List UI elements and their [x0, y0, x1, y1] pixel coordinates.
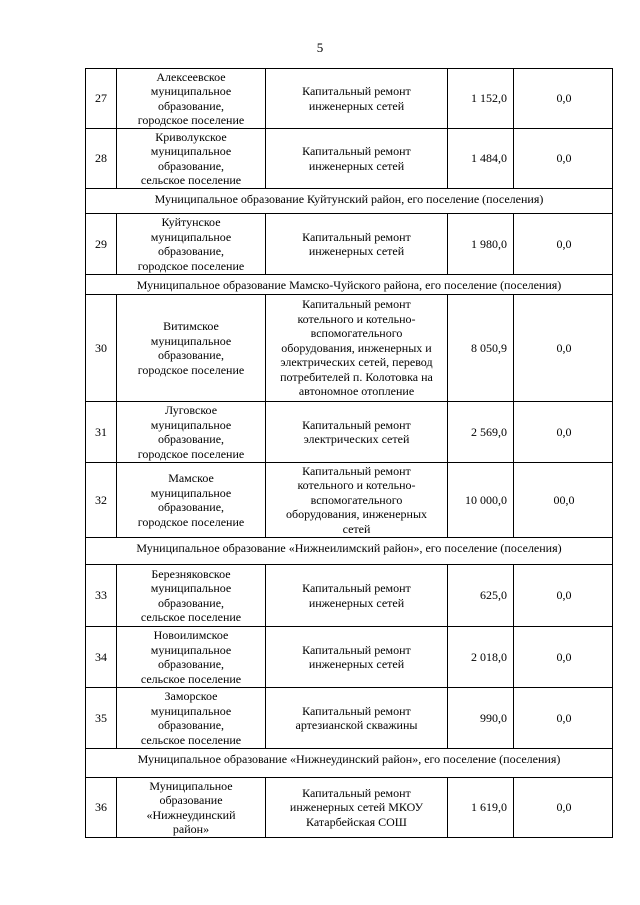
work-description: Капитальный ремонт инженерных сетей МКОУ Катарбейская СОШ — [265, 778, 447, 837]
work-description: Капитальный ремонт котельного и котельно- вспомогательного оборудования, инженерных сетей — [265, 463, 447, 537]
row-number: 29 — [95, 236, 107, 251]
extra-amount: 0,0 — [513, 214, 614, 274]
row-number: 34 — [95, 649, 107, 664]
work-description: Капитальный ремонт электрических сетей — [265, 402, 447, 462]
row-number: 28 — [95, 151, 107, 166]
section-header: Муниципальное образование «Нижнеилимский район», его поселение (поселения) — [85, 537, 613, 565]
municipality-name: Алексеевское муниципальное образование, городское поселение — [116, 69, 265, 128]
extra-amount: 0,0 — [513, 129, 614, 188]
municipality-name: Мамское муниципальное образование, городское поселение — [116, 463, 265, 537]
table-row — [85, 294, 613, 402]
amount: 1 980,0 — [447, 214, 513, 274]
municipality-name: Заморское муниципальное образование, сельское поселение — [116, 688, 265, 748]
page-number: 5 — [316, 40, 324, 55]
row-number: 27 — [95, 91, 107, 106]
table-row — [85, 687, 613, 749]
amount: 625,0 — [447, 565, 513, 626]
amount: 1 152,0 — [447, 69, 513, 128]
table-row — [85, 213, 613, 275]
amount: 1 484,0 — [447, 129, 513, 188]
municipality-name: Витимское муниципальное образование, городское поселение — [116, 295, 265, 401]
extra-amount: 0,0 — [513, 565, 614, 626]
municipality-name: Новоилимское муниципальное образование, сельское поселение — [116, 627, 265, 687]
amount: 2 018,0 — [447, 627, 513, 687]
extra-amount: 0,0 — [513, 627, 614, 687]
municipality-name: Луговское муниципальное образование, городское поселение — [116, 402, 265, 462]
table-row — [85, 128, 613, 189]
amount: 990,0 — [447, 688, 513, 748]
amount: 1 619,0 — [447, 778, 513, 837]
amount: 10 000,0 — [447, 463, 513, 537]
table-row — [85, 462, 613, 538]
row-number: 36 — [95, 800, 107, 815]
work-description: Капитальный ремонт инженерных сетей — [265, 565, 447, 626]
row-number: 31 — [95, 424, 107, 439]
municipality-name: Куйтунское муниципальное образование, городское поселение — [116, 214, 265, 274]
municipality-name: Муниципальное образование «Нижнеудинский район» — [116, 778, 265, 837]
table-row — [85, 401, 613, 463]
row-number: 30 — [95, 340, 107, 355]
municipality-name: Криволукское муниципальное образование, сельское поселение — [116, 129, 265, 188]
work-description: Капитальный ремонт инженерных сетей — [265, 69, 447, 128]
extra-amount: 0,0 — [513, 402, 614, 462]
municipality-name: Березняковское муниципальное образование, сельское поселение — [116, 565, 265, 626]
work-description: Капитальный ремонт инженерных сетей — [265, 214, 447, 274]
work-description: Капитальный ремонт инженерных сетей — [265, 129, 447, 188]
row-number: 35 — [95, 710, 107, 725]
table-row — [85, 564, 613, 627]
budget-table — [85, 68, 613, 838]
amount: 8 050,9 — [447, 295, 513, 401]
extra-amount: 00,0 — [513, 463, 614, 537]
table-row — [85, 777, 613, 838]
section-header: Муниципальное образование Мамско-Чуйского района, его поселение (поселения) — [85, 274, 613, 295]
row-number: 33 — [95, 588, 107, 603]
table-row — [85, 68, 613, 129]
extra-amount: 0,0 — [513, 688, 614, 748]
work-description: Капитальный ремонт артезианской скважины — [265, 688, 447, 748]
extra-amount: 0,0 — [513, 778, 614, 837]
extra-amount: 0,0 — [513, 69, 614, 128]
amount: 2 569,0 — [447, 402, 513, 462]
table-row — [85, 626, 613, 688]
section-header: Муниципальное образование Куйтунский район, его поселение (поселения) — [85, 188, 613, 214]
work-description: Капитальный ремонт инженерных сетей — [265, 627, 447, 687]
work-description: Капитальный ремонт котельного и котельно- вспомогательного оборудования, инженерных и электрических сетей, перевод потребителей п. Колотовка на автономное отопление — [265, 295, 447, 401]
section-header: Муниципальное образование «Нижнеудинский район», его поселение (поселения) — [85, 748, 613, 778]
row-number: 32 — [95, 492, 107, 507]
extra-amount: 0,0 — [513, 295, 614, 401]
